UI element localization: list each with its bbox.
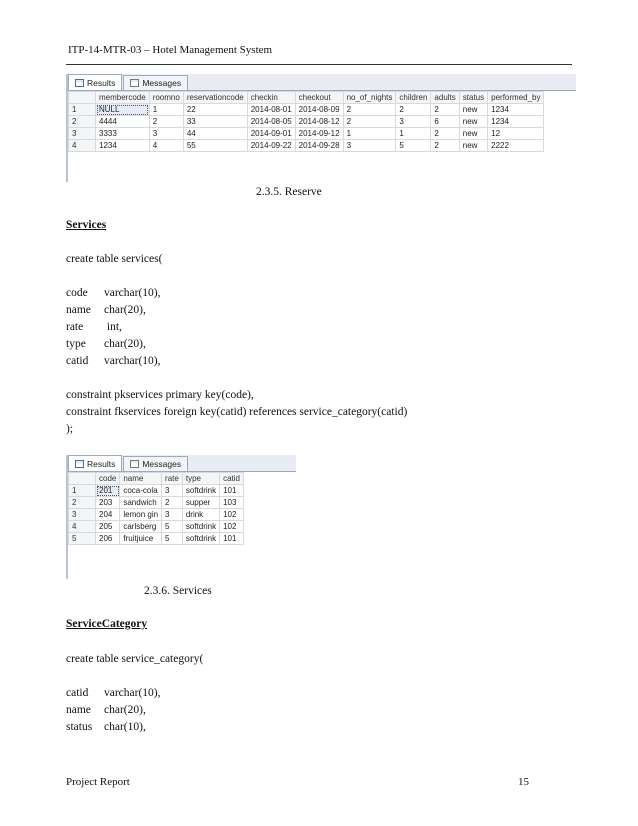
table-cell[interactable]: 4444 [96, 116, 150, 128]
table-cell[interactable]: 2014-08-01 [247, 104, 295, 116]
table-cell[interactable]: 3 [149, 128, 183, 140]
messages-tab[interactable]: Messages [123, 456, 188, 471]
table-cell[interactable]: 1 [149, 104, 183, 116]
table-cell[interactable]: 3333 [96, 128, 150, 140]
table-cell[interactable]: 2 [343, 116, 396, 128]
section-heading-service-category: ServiceCategory [66, 618, 148, 630]
row-number[interactable]: 2 [69, 116, 96, 128]
services-results-panel [66, 455, 296, 579]
message-icon [130, 460, 139, 468]
header-row [69, 473, 244, 485]
table-cell[interactable]: 204 [96, 509, 120, 521]
table-row[interactable] [69, 140, 544, 152]
table-cell[interactable]: lemon gin [120, 509, 162, 521]
table-cell[interactable]: fruitjuice [120, 533, 162, 545]
services-result-tabs [68, 455, 296, 472]
grid-icon [75, 460, 84, 468]
header-rule [66, 64, 572, 65]
table-cell[interactable]: 101 [220, 533, 244, 545]
table-cell[interactable]: 203 [96, 497, 120, 509]
code-field-type: char(20), [104, 704, 146, 716]
table-cell[interactable]: 33 [183, 116, 247, 128]
table-row[interactable] [69, 533, 244, 545]
column-header[interactable] [69, 92, 96, 104]
column-header[interactable]: no_of_nights [343, 92, 396, 104]
results-tab[interactable]: Results [68, 74, 122, 90]
code-constraint-pk: constraint pkservices primary key(code), [66, 389, 254, 401]
code-create-service-category: create table service_category( [66, 653, 204, 665]
table-cell[interactable]: 2014-09-01 [247, 128, 295, 140]
table-cell[interactable]: 6 [431, 116, 459, 128]
table-cell[interactable]: 2222 [488, 140, 544, 152]
header-row [69, 92, 544, 104]
column-header[interactable]: children [396, 92, 431, 104]
page-number: 15 [518, 776, 529, 788]
table-cell[interactable]: 2 [162, 497, 183, 509]
table-cell[interactable]: 5 [162, 533, 183, 545]
table-cell[interactable]: softdrink [182, 533, 219, 545]
figure-caption-reserve: 2.3.5. Reserve [256, 186, 322, 198]
column-header[interactable]: membercode [96, 92, 150, 104]
code-field-type: varchar(10), [104, 355, 161, 367]
table-cell[interactable]: 2 [431, 128, 459, 140]
row-number[interactable]: 4 [69, 521, 96, 533]
row-number[interactable]: 2 [69, 497, 96, 509]
table-cell[interactable]: 2 [149, 116, 183, 128]
table-cell[interactable]: 55 [183, 140, 247, 152]
code-field-type: char(20), [104, 304, 146, 316]
section-heading-services: Services [66, 219, 107, 231]
column-header[interactable]: checkin [247, 92, 295, 104]
table-cell[interactable]: 3 [396, 116, 431, 128]
code-field-type: char(10), [104, 721, 146, 733]
code-field-type: char(20), [104, 338, 146, 350]
table-cell[interactable]: 1 [343, 128, 396, 140]
column-header[interactable]: code [96, 473, 120, 485]
code-field-line: rate [66, 321, 84, 333]
table-cell[interactable]: 206 [96, 533, 120, 545]
reserve-results-panel [66, 74, 576, 182]
table-row[interactable] [69, 128, 544, 140]
table-cell[interactable]: 1234 [96, 140, 150, 152]
table-cell[interactable]: 5 [396, 140, 431, 152]
table-cell[interactable]: 3 [162, 485, 183, 497]
code-field-line: name [66, 704, 91, 716]
table-cell[interactable]: new [459, 104, 487, 116]
table-row[interactable] [69, 116, 544, 128]
reserve-result-tabs [68, 74, 576, 91]
table-cell[interactable]: 1 [396, 128, 431, 140]
table-cell[interactable]: 205 [96, 521, 120, 533]
column-header[interactable]: adults [431, 92, 459, 104]
table-cell[interactable]: new [459, 128, 487, 140]
table-cell[interactable]: NULL [96, 104, 150, 116]
table-cell[interactable]: 44 [183, 128, 247, 140]
table-cell[interactable]: softdrink [182, 521, 219, 533]
table-cell[interactable]: 3 [343, 140, 396, 152]
table-cell[interactable]: softdrink [182, 485, 219, 497]
row-number[interactable]: 3 [69, 128, 96, 140]
row-number[interactable]: 5 [69, 533, 96, 545]
table-cell[interactable]: 2014-09-12 [295, 128, 343, 140]
code-field-type: varchar(10), [104, 687, 161, 699]
column-header[interactable]: type [182, 473, 219, 485]
column-header[interactable]: reservationcode [183, 92, 247, 104]
column-header[interactable]: checkout [295, 92, 343, 104]
code-field-line: catid [66, 687, 89, 699]
table-cell[interactable]: 22 [183, 104, 247, 116]
table-cell[interactable]: 12 [488, 128, 544, 140]
table-cell[interactable]: new [459, 116, 487, 128]
code-close: ); [66, 423, 74, 435]
table-cell[interactable]: 3 [162, 509, 183, 521]
table-cell[interactable]: 4 [149, 140, 183, 152]
table-row[interactable] [69, 509, 244, 521]
column-header[interactable]: status [459, 92, 487, 104]
table-cell[interactable]: 101 [220, 485, 244, 497]
table-cell[interactable]: 2014-08-12 [295, 116, 343, 128]
table-row[interactable] [69, 497, 244, 509]
footer-label: Project Report [66, 776, 130, 788]
column-header[interactable]: name [120, 473, 162, 485]
services-results-table [68, 472, 244, 545]
figure-caption-services: 2.3.6. Services [144, 585, 212, 597]
table-cell[interactable]: 2014-09-28 [295, 140, 343, 152]
code-field-line: catid [66, 355, 89, 367]
table-cell[interactable]: 2014-08-09 [295, 104, 343, 116]
message-icon [130, 79, 139, 87]
table-cell[interactable]: 201 [96, 485, 120, 497]
table-cell[interactable]: 103 [220, 497, 244, 509]
code-field-line: name [66, 304, 91, 316]
table-cell[interactable]: 2 [431, 104, 459, 116]
column-header[interactable]: performed_by [488, 92, 544, 104]
table-row[interactable] [69, 104, 544, 116]
table-cell[interactable]: 1234 [488, 116, 544, 128]
table-cell[interactable]: supper [182, 497, 219, 509]
table-cell[interactable]: 102 [220, 509, 244, 521]
grid-icon [75, 79, 84, 87]
table-cell[interactable]: carlsberg [120, 521, 162, 533]
row-number[interactable]: 3 [69, 509, 96, 521]
table-cell[interactable]: 5 [162, 521, 183, 533]
table-cell[interactable]: 2 [343, 104, 396, 116]
code-field-line: type [66, 338, 86, 350]
table-cell[interactable]: 2014-08-05 [247, 116, 295, 128]
code-field-line: code [66, 287, 88, 299]
code-field-type: varchar(10), [104, 287, 161, 299]
table-row[interactable] [69, 485, 244, 497]
table-cell[interactable]: coca-cola [120, 485, 162, 497]
messages-tab[interactable]: Messages [123, 75, 188, 90]
column-header[interactable] [69, 473, 96, 485]
table-cell[interactable]: sandwich [120, 497, 162, 509]
code-constraint-fk: constraint fkservices foreign key(catid) references service_category(catid) [66, 406, 408, 418]
table-cell[interactable]: new [459, 140, 487, 152]
results-tab[interactable]: Results [68, 455, 122, 471]
code-field-line: status [66, 721, 93, 733]
row-number[interactable]: 1 [69, 485, 96, 497]
column-header[interactable]: rate [162, 473, 183, 485]
document-header: ITP-14-MTR-03 – Hotel Management System [68, 44, 273, 56]
table-cell[interactable]: 102 [220, 521, 244, 533]
table-row[interactable] [69, 521, 244, 533]
column-header[interactable]: roomno [149, 92, 183, 104]
row-number[interactable]: 4 [69, 140, 96, 152]
reserve-results-table [68, 91, 544, 152]
code-create-services: create table services( [66, 253, 163, 265]
row-number[interactable]: 1 [69, 104, 96, 116]
table-cell[interactable]: 1234 [488, 104, 544, 116]
code-field-type: int, [104, 321, 122, 333]
table-cell[interactable]: 2 [431, 140, 459, 152]
column-header[interactable]: catid [220, 473, 244, 485]
table-cell[interactable]: 2014-09-22 [247, 140, 295, 152]
table-cell[interactable]: drink [182, 509, 219, 521]
table-cell[interactable]: 2 [396, 104, 431, 116]
